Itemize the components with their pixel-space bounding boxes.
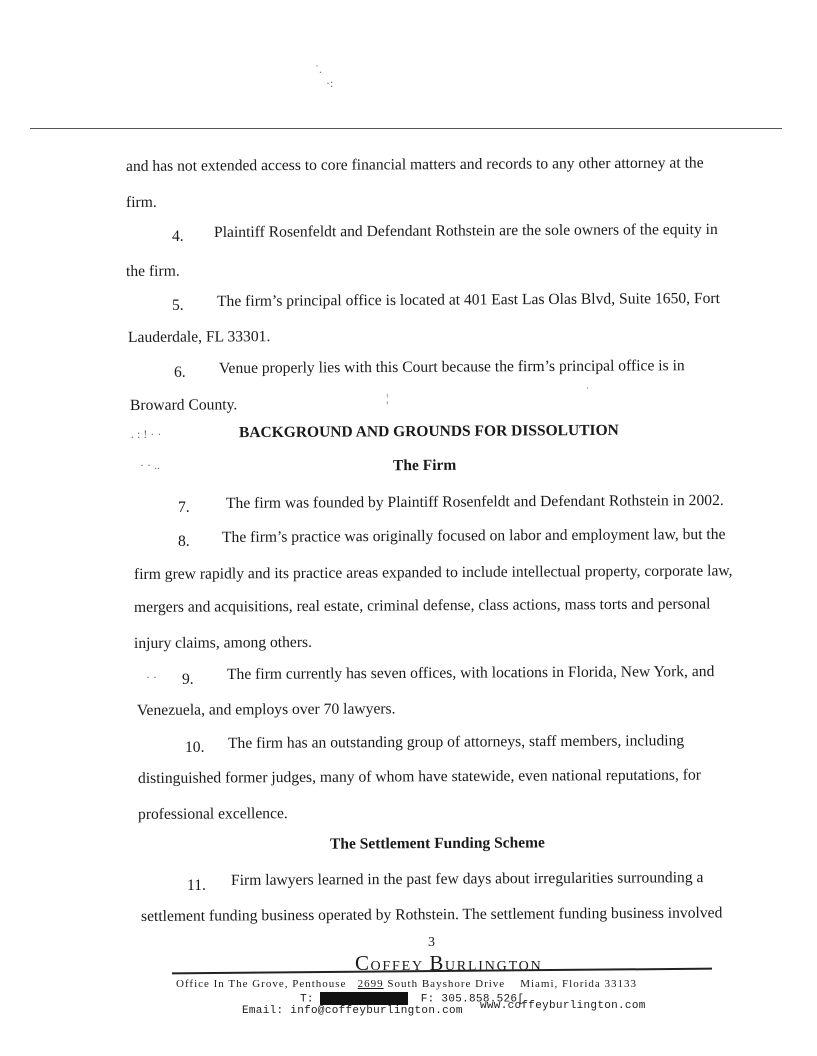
paragraph-number: 10. (185, 739, 205, 756)
intro-line-2: firm. (125, 193, 157, 211)
paragraph-8-line-3: mergers and acquisitions, real estate, criminal defense, class actions, mass torts and personal (133, 595, 711, 616)
brand-initial-c: C (355, 951, 371, 975)
footer-tel-label: T: (300, 993, 314, 1006)
paragraph-9-line-1: The firm currently has seven offices, with locations in Florida, New York, and (226, 663, 715, 683)
footer-address-line (176, 978, 637, 990)
subheading-settlement-funding-scheme: The Settlement Funding Scheme (329, 834, 545, 853)
paragraph-10-line-3: professional excellence. (137, 805, 288, 823)
paragraph-7-line-1: The firm was founded by Plaintiff Rosenfeldt and Defendant Rothstein in 2002. (225, 491, 724, 512)
paragraph-4-line-2: the firm. (125, 262, 180, 280)
redaction-block (320, 992, 408, 1005)
footer-street-number: 2699 (357, 978, 384, 990)
paragraph-number: 8. (178, 533, 190, 550)
scan-speck: . : ! · · (131, 427, 162, 441)
footer-city: Miami, Florida 33133 (520, 978, 638, 990)
paragraph-11-line-1: Firm lawyers learned in the past few days about irregularities surrounding a (230, 869, 704, 889)
paragraph-8-line-2: firm grew rapidly and its practice areas expanded to include intellectual property, corporate law, (133, 562, 733, 583)
paragraph-10-line-2: distinguished former judges, many of whom have statewide, even national reputations, for (137, 766, 702, 787)
paragraph-6-line-2: Broward County. (129, 396, 238, 414)
footer-office: Office In The Grove, Penthouse (176, 978, 347, 990)
intro-line-1: and has not extended access to core financial matters and records to any other attorney at the (125, 154, 704, 175)
brand-first-rest: OFFEY (370, 959, 424, 974)
scan-edge-line (30, 128, 782, 129)
scan-speck: · · .. (140, 458, 160, 472)
scan-speck: · · (146, 670, 157, 684)
paragraph-5-line-1: The firm’s principal office is located at 401 East Las Olas Blvd, Suite 1650, Fort (216, 289, 720, 310)
paragraph-number: 9. (182, 671, 194, 688)
paragraph-8-line-4: injury claims, among others. (133, 633, 313, 652)
footer-street: South Bayshore Drive (387, 978, 506, 990)
paragraph-5-line-2: Lauderdale, FL 33301. (127, 328, 271, 346)
footer-fax: F: 305.858.526[ (420, 993, 525, 1006)
paragraph-6-line-1: Venue properly lies with this Court because the firm’s principal office is in (218, 357, 685, 377)
subheading-the-firm: The Firm (392, 456, 457, 475)
section-heading-background: BACKGROUND AND GROUNDS FOR DISSOLUTION (238, 421, 619, 442)
brand-initial-b: B (429, 951, 445, 975)
paragraph-number: 6. (174, 364, 186, 381)
paragraph-10-line-1: The firm has an outstanding group of attorneys, staff members, including (227, 732, 685, 752)
footer-website: www.coffeyburlington.com (480, 1000, 646, 1012)
page-number: 3 (428, 935, 435, 950)
paragraph-11-line-2: settlement funding business operated by Rothstein. The settlement funding business involved (140, 904, 723, 925)
paragraph-number: 5. (172, 297, 184, 314)
scan-speck: ·: (326, 76, 334, 90)
scan-speck: ¦ (386, 391, 389, 405)
brand-second-rest: URLINGTON (444, 959, 543, 974)
footer-email: Email: info@coffeyburlington.com (242, 1005, 463, 1017)
scan-speck: ˙. (315, 62, 322, 76)
paragraph-number: 11. (187, 877, 206, 894)
paragraph-9-line-2: Venezuela, and employs over 70 lawyers. (136, 700, 396, 719)
scan-speck: · (586, 383, 589, 393)
paragraph-number: 7. (178, 499, 190, 516)
paragraph-number: 4. (172, 228, 184, 245)
paragraph-4-line-1: Plaintiff Rosenfeldt and Defendant Rothstein are the sole owners of the equity in (213, 220, 718, 241)
paragraph-8-line-1: The firm’s practice was originally focused on labor and employment law, but the (221, 525, 726, 546)
